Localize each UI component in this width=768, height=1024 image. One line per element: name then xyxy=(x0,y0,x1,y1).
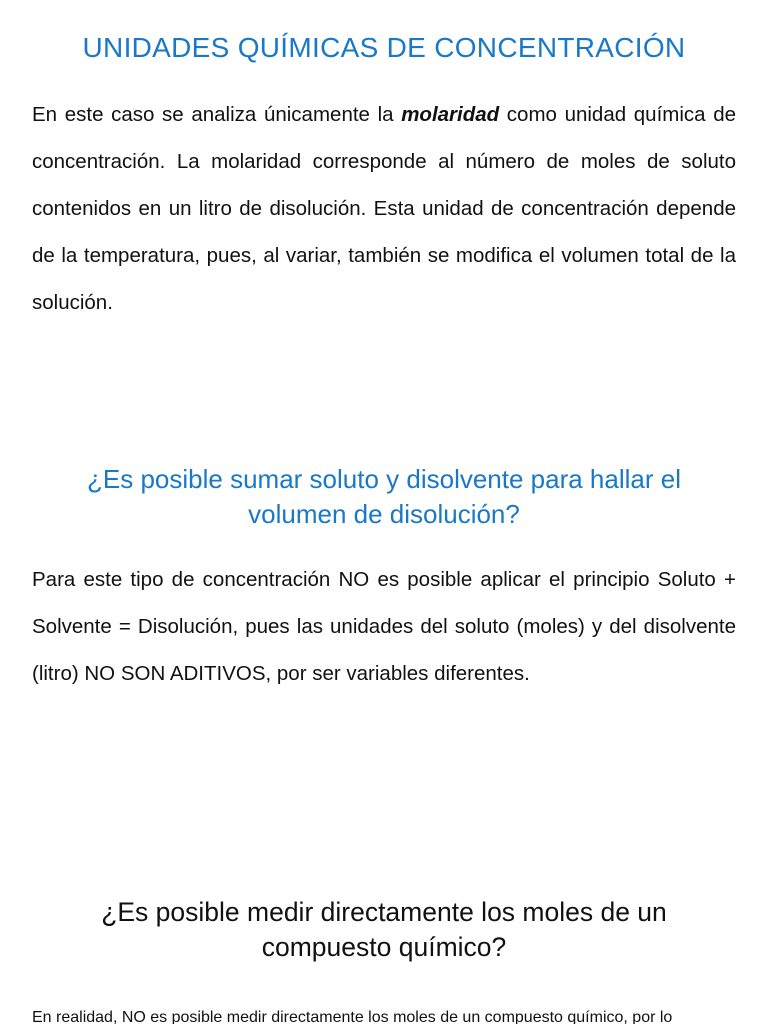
document-title: UNIDADES QUÍMICAS DE CONCENTRACIÓN xyxy=(82,32,686,63)
question-measure-moles: ¿Es posible medir directamente los moles de un compuesto químico? xyxy=(101,897,667,962)
intro-text-before: En este caso se analiza únicamente la xyxy=(32,103,402,126)
question-sum-solute-solvent: ¿Es posible sumar soluto y disolvente para hallar el volumen de disolución? xyxy=(87,464,681,529)
molaridad-emphasis: molaridad xyxy=(401,103,500,126)
intro-text-after: como unidad química de concentración. La molaridad corresponde al número de moles de soluto contenidos en un litro de disolución. Esta unidad de concentración depende de la temperatura, pues, al variar, también se modifica el volumen total de la solución. xyxy=(32,103,736,314)
answer-measure-paragraph: En realidad, NO es posible medir directamente los moles de un compuesto químico, por lo xyxy=(32,1009,673,1024)
intro-paragraph xyxy=(32,91,736,326)
answer-sum-paragraph: Para este tipo de concentración NO es posible aplicar el principio Soluto + Solvente = Disolución, pues las unidades del soluto (moles) y del disolvente (litro) NO SON ADITIVOS, por ser variables diferentes. xyxy=(32,568,736,685)
